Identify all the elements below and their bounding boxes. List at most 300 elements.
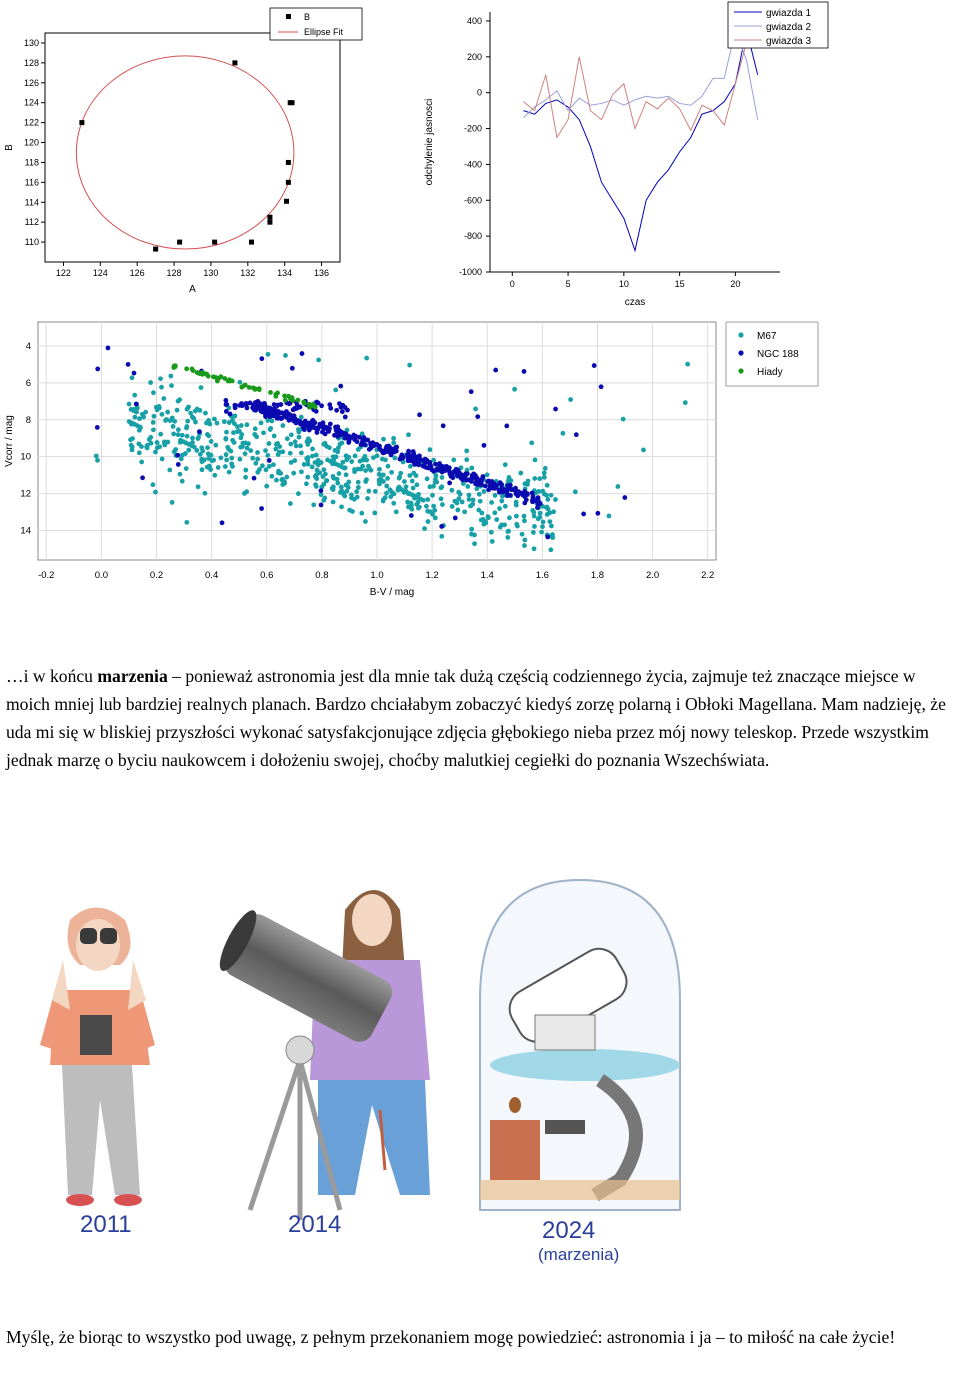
paragraph-bold-word: marzenia — [97, 666, 168, 686]
star-point — [507, 515, 512, 520]
star-point — [178, 472, 183, 477]
star-point — [531, 494, 536, 499]
x-tick-label: 2.0 — [646, 570, 660, 581]
star-point — [260, 463, 265, 468]
star-point — [492, 484, 497, 489]
star-point — [204, 372, 209, 377]
star-point — [238, 435, 243, 440]
legend-label-2: gwiazda 2 — [766, 22, 812, 33]
x-tick-label: 15 — [674, 279, 685, 289]
girl-with-telescope-figure — [213, 890, 430, 1220]
star-point — [431, 504, 436, 509]
x-tick-label: 0.8 — [315, 570, 329, 581]
star-point — [347, 438, 352, 443]
y-tick-label: -600 — [463, 195, 482, 206]
star-point — [168, 374, 173, 379]
star-point — [283, 353, 288, 358]
star-point — [197, 429, 202, 434]
star-point — [158, 376, 163, 381]
star-point — [481, 474, 486, 479]
star-point — [250, 456, 255, 461]
x-tick-label: 1.6 — [535, 570, 549, 581]
star-point — [138, 425, 143, 430]
star-point — [261, 430, 266, 435]
star-point — [282, 394, 287, 399]
y-axis-label: odchylenie jasnosci — [424, 98, 435, 186]
star-point — [133, 415, 138, 420]
star-point — [431, 484, 436, 489]
star-point — [467, 493, 472, 498]
star-point — [462, 509, 467, 514]
star-point — [203, 411, 208, 416]
star-point — [213, 443, 218, 448]
star-point — [175, 453, 180, 458]
star-point — [265, 453, 270, 458]
star-point — [353, 453, 358, 458]
star-point — [518, 471, 523, 476]
dream-label: (marzenia) — [538, 1245, 620, 1264]
star-point — [423, 460, 428, 465]
star-point — [307, 421, 312, 426]
star-point — [299, 469, 304, 474]
star-point — [366, 489, 371, 494]
star-point — [223, 464, 228, 469]
y-tick-label: 8 — [25, 414, 31, 426]
star-point — [536, 516, 541, 521]
x-tick-label: 0.4 — [205, 570, 219, 581]
star-point — [550, 535, 555, 540]
star-point — [159, 385, 164, 390]
star-point — [424, 465, 429, 470]
star-point — [499, 499, 504, 504]
star-point — [532, 524, 537, 529]
star-point — [422, 526, 427, 531]
star-point — [258, 402, 263, 407]
star-point — [549, 493, 554, 498]
data-point — [267, 215, 272, 220]
cmd-chart-legend — [726, 322, 818, 386]
star-point — [320, 474, 325, 479]
star-point — [452, 499, 457, 504]
star-point — [224, 458, 229, 463]
star-point — [331, 474, 336, 479]
data-point — [177, 240, 182, 245]
star-point — [372, 511, 377, 516]
data-point — [290, 100, 295, 105]
star-point — [141, 415, 146, 420]
star-point — [442, 468, 447, 473]
star-point — [215, 421, 220, 426]
star-point — [505, 529, 510, 534]
star-point — [263, 448, 268, 453]
x-tick-label: 0 — [509, 279, 515, 289]
star-point — [388, 494, 393, 499]
star-point — [359, 511, 364, 516]
x-tick-label: 0.6 — [260, 570, 274, 581]
star-point — [136, 441, 141, 446]
star-point — [426, 519, 431, 524]
star-point — [274, 478, 279, 483]
x-tick-label: 132 — [240, 268, 256, 278]
star-point — [176, 427, 181, 432]
star-point — [469, 503, 474, 508]
star-point — [411, 486, 416, 491]
star-point — [305, 442, 310, 447]
star-point — [455, 473, 460, 478]
star-point — [299, 415, 304, 420]
x-axis-label: czas — [624, 297, 646, 308]
star-point — [389, 470, 394, 475]
star-point — [255, 470, 260, 475]
star-point — [237, 429, 242, 434]
star-point — [316, 401, 321, 406]
star-point — [137, 450, 142, 455]
star-point — [414, 482, 419, 487]
star-point — [276, 452, 281, 457]
star-point — [300, 351, 305, 356]
star-point — [548, 547, 553, 552]
legend-marker-b — [286, 14, 291, 19]
star-point — [464, 448, 469, 453]
star-point — [522, 369, 527, 374]
y-tick-label: 200 — [466, 51, 482, 62]
star-point — [434, 480, 439, 485]
star-point — [453, 516, 458, 521]
girl-with-binoculars-figure — [40, 908, 155, 1207]
y-axis-label: Vcorr / mag — [4, 415, 15, 467]
data-point — [232, 60, 237, 65]
color-magnitude-chart — [0, 310, 830, 605]
star-point — [568, 397, 573, 402]
star-point — [543, 466, 548, 471]
y-tick-label: -200 — [463, 123, 482, 134]
brightness-deviation-chart — [410, 0, 830, 310]
star-point — [153, 490, 158, 495]
star-point — [212, 473, 217, 478]
star-point — [408, 464, 413, 469]
star-point — [541, 520, 546, 525]
ellipse-fit-curve — [76, 56, 294, 249]
star-point — [545, 534, 550, 539]
star-point — [95, 425, 100, 430]
star-point — [409, 513, 414, 518]
star-point — [377, 479, 382, 484]
star-point — [280, 482, 285, 487]
star-point — [284, 475, 289, 480]
star-point — [186, 405, 191, 410]
star-point — [232, 440, 237, 445]
star-point — [180, 479, 185, 484]
dreams-paragraph — [6, 662, 958, 774]
star-point — [243, 475, 248, 480]
star-point — [184, 520, 189, 525]
star-point — [212, 417, 217, 422]
star-point — [275, 403, 280, 408]
y-tick-label: 120 — [23, 137, 39, 148]
y-tick-label: 12 — [20, 488, 31, 500]
star-point — [176, 399, 181, 404]
star-point — [503, 504, 508, 509]
star-point — [539, 530, 544, 535]
star-point — [140, 475, 145, 480]
star-point — [367, 447, 372, 452]
y-tick-label: 6 — [25, 377, 31, 389]
x-tick-label: 2.2 — [701, 570, 715, 581]
star-point — [553, 407, 558, 412]
star-point — [259, 420, 264, 425]
star-point — [176, 462, 181, 467]
star-point — [171, 432, 176, 437]
star-point — [255, 457, 260, 462]
star-point — [533, 457, 538, 462]
star-point — [132, 371, 137, 376]
star-point — [327, 445, 332, 450]
star-point — [309, 425, 314, 430]
star-point — [439, 534, 444, 539]
star-point — [367, 466, 372, 471]
legend-marker-1 — [738, 332, 743, 337]
star-point — [406, 491, 411, 496]
star-point — [302, 427, 307, 432]
star-point — [176, 432, 181, 437]
star-point — [296, 427, 301, 432]
star-point — [151, 390, 156, 395]
star-point — [353, 434, 358, 439]
star-point — [545, 505, 550, 510]
star-point — [240, 444, 245, 449]
x-tick-label: 1.0 — [370, 570, 384, 581]
legend-label-1: M67 — [757, 331, 777, 342]
star-point — [175, 408, 180, 413]
year-label-2024: 2024 — [542, 1217, 596, 1244]
star-point — [537, 501, 542, 506]
x-tick-label: 128 — [166, 268, 182, 278]
star-point — [494, 517, 499, 522]
star-point — [472, 541, 477, 546]
y-tick-label: 0 — [476, 87, 482, 98]
star-point — [224, 409, 229, 414]
star-point — [346, 480, 351, 485]
star-point — [469, 527, 474, 532]
legend-label-ellipse: Ellipse Fit — [304, 27, 344, 37]
star-point — [268, 426, 273, 431]
star-point — [683, 400, 688, 405]
star-point — [302, 462, 307, 467]
observatory-dome-figure — [480, 880, 680, 1210]
star-point — [185, 434, 190, 439]
star-point — [321, 425, 326, 430]
y-tick-label: -400 — [463, 159, 482, 170]
star-point — [433, 515, 438, 520]
y-axis-label: B — [4, 144, 15, 151]
star-point — [599, 384, 604, 389]
star-point — [324, 478, 329, 483]
star-point — [503, 462, 508, 467]
star-point — [342, 466, 347, 471]
star-point — [381, 499, 386, 504]
star-point — [377, 472, 382, 477]
star-point — [434, 474, 439, 479]
star-point — [183, 451, 188, 456]
star-point — [440, 475, 445, 480]
star-point — [291, 419, 296, 424]
star-point — [355, 439, 360, 444]
star-point — [540, 524, 545, 529]
star-point — [280, 449, 285, 454]
star-point — [95, 367, 100, 372]
star-point — [549, 524, 554, 529]
star-point — [335, 477, 340, 482]
star-point — [253, 400, 258, 405]
star-point — [522, 543, 527, 548]
star-point — [339, 488, 344, 493]
star-point — [331, 458, 336, 463]
star-point — [515, 524, 520, 529]
star-point — [340, 409, 345, 414]
star-point — [545, 483, 550, 488]
star-point — [160, 412, 165, 417]
star-point — [313, 474, 318, 479]
star-point — [391, 440, 396, 445]
star-point — [210, 458, 215, 463]
star-point — [425, 497, 430, 502]
star-point — [621, 417, 626, 422]
star-point — [402, 479, 407, 484]
star-point — [252, 476, 257, 481]
star-point — [151, 420, 156, 425]
star-point — [455, 508, 460, 513]
star-point — [335, 449, 340, 454]
star-point — [338, 384, 343, 389]
star-point — [369, 443, 374, 448]
star-point — [294, 444, 299, 449]
star-point — [492, 510, 497, 515]
star-point — [364, 477, 369, 482]
star-point — [451, 457, 456, 462]
data-point — [284, 199, 289, 204]
star-point — [148, 380, 153, 385]
star-point — [179, 456, 184, 461]
star-point — [340, 441, 345, 446]
star-point — [428, 447, 433, 452]
y-tick-label: 10 — [20, 451, 31, 463]
star-point — [574, 432, 579, 437]
star-point — [406, 449, 411, 454]
star-point — [354, 489, 359, 494]
star-point — [262, 402, 267, 407]
star-point — [299, 450, 304, 455]
star-point — [185, 419, 190, 424]
star-point — [298, 422, 303, 427]
star-point — [152, 414, 157, 419]
star-point — [305, 475, 310, 480]
star-point — [313, 426, 318, 431]
star-point — [248, 448, 253, 453]
legend-label-b: B — [304, 12, 311, 22]
star-point — [447, 481, 452, 486]
star-point — [406, 432, 411, 437]
star-point — [263, 413, 268, 418]
x-tick-label: 134 — [277, 268, 293, 278]
star-point — [522, 518, 527, 523]
star-point — [327, 402, 332, 407]
star-point — [277, 444, 282, 449]
star-point — [220, 520, 225, 525]
y-tick-label: 116 — [24, 177, 39, 188]
star-point — [416, 462, 421, 467]
legend-label-2: NGC 188 — [757, 349, 799, 360]
star-point — [239, 423, 244, 428]
star-point — [493, 368, 498, 373]
star-point — [333, 425, 338, 430]
star-point — [288, 442, 293, 447]
star-point — [499, 486, 504, 491]
star-point — [158, 432, 163, 437]
star-point — [365, 496, 370, 501]
star-point — [126, 362, 131, 367]
star-point — [313, 460, 318, 465]
star-point — [465, 484, 470, 489]
legend-marker-2 — [738, 350, 743, 355]
star-point — [250, 405, 255, 410]
star-point — [184, 366, 189, 371]
star-point — [314, 484, 319, 489]
star-point — [515, 491, 520, 496]
star-point — [94, 454, 99, 459]
star-point — [482, 443, 487, 448]
star-point — [502, 522, 507, 527]
star-point — [316, 358, 321, 363]
star-point — [95, 458, 100, 463]
star-point — [542, 475, 547, 480]
star-point — [334, 408, 339, 413]
x-tick-label: 1.2 — [425, 570, 439, 581]
star-point — [255, 450, 260, 455]
star-point — [285, 436, 290, 441]
x-tick-label: -0.2 — [38, 570, 55, 581]
star-point — [270, 419, 275, 424]
star-point — [167, 468, 172, 473]
star-point — [195, 370, 200, 375]
star-point — [209, 439, 214, 444]
star-point — [287, 412, 292, 417]
star-point — [288, 396, 293, 401]
x-tick-label: 5 — [565, 279, 571, 289]
star-point — [328, 422, 333, 427]
star-point — [545, 497, 550, 502]
data-point — [212, 240, 217, 245]
star-point — [206, 433, 211, 438]
year-label-2014: 2014 — [288, 1211, 342, 1238]
star-point — [253, 426, 258, 431]
star-point — [337, 471, 342, 476]
star-point — [253, 461, 258, 466]
star-point — [398, 471, 403, 476]
star-point — [522, 514, 527, 519]
star-point — [607, 514, 612, 519]
star-point — [151, 427, 156, 432]
star-point — [224, 402, 229, 407]
star-point — [425, 476, 430, 481]
star-point — [160, 456, 165, 461]
star-point — [200, 449, 205, 454]
star-point — [321, 467, 326, 472]
star-point — [130, 445, 135, 450]
data-point — [286, 160, 291, 165]
star-point — [157, 444, 162, 449]
star-point — [498, 525, 503, 530]
star-point — [386, 444, 391, 449]
